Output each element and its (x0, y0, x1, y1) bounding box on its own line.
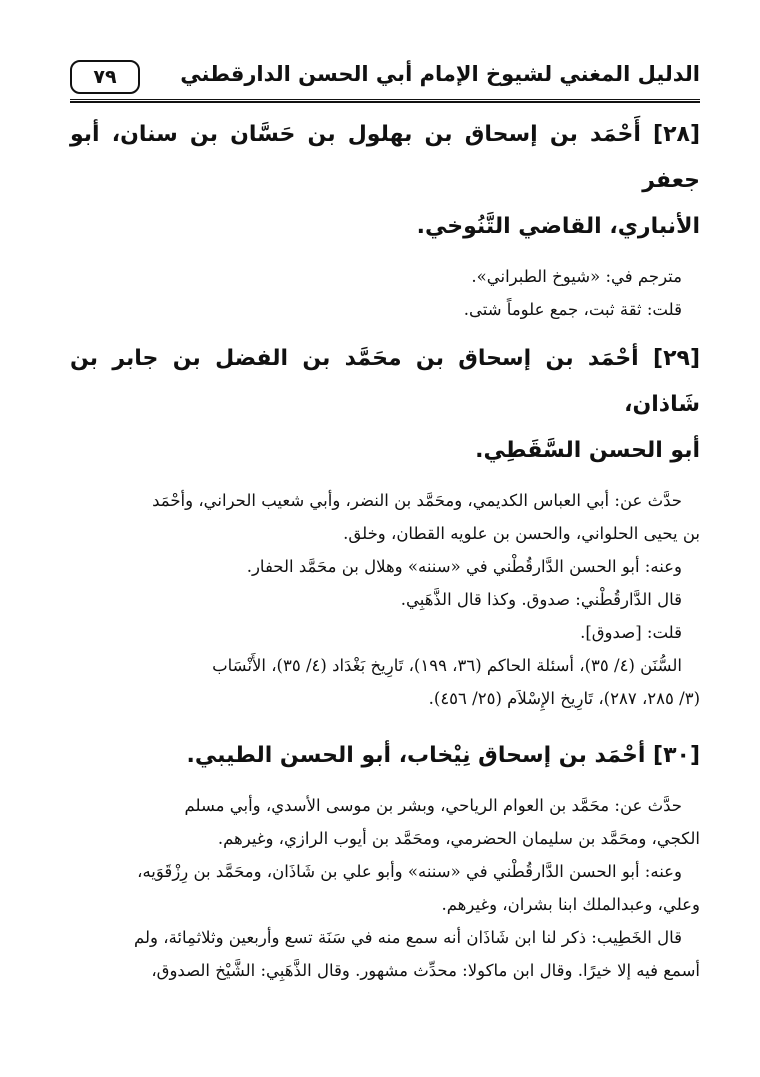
entry-30-line: الكجي، ومحَمَّد بن سليمان الحضرمي، ومحَمَّد بن أيوب الرازي، وغيرهم. (217, 829, 700, 848)
entry-29-line: (٣/ ٢٨٥، ٢٨٧)، تَارِيخ الإِسْلاَم (٢٥/ ٤٥٦). (428, 689, 700, 708)
entry-30-heading-line1: [٣٠] أحْمَد بن إسحاق نِيْخاب، أبو الحسن الطيبي. (186, 743, 700, 768)
entry-28-heading-line1: [٢٨] أَحْمَد بن إسحاق بن بهلول بن حَسَّان بن سنان، أبو جعفر (70, 122, 700, 193)
entry-30-line: قال الخَطِيب: ذكر لنا ابن شَاذَان أنه سمع منه في سَنَة تسع وأربعين وثلاثمِائة، ولم (134, 928, 682, 947)
entry-29-line: قال الدَّارقُطْني: صدوق. وكذا قال الذَّهَبِي. (400, 590, 682, 609)
entry-29-line: قلت: [صدوق]. (580, 623, 682, 642)
entry-30-line: أسمع فيه إلا خيرًا. وقال ابن ماكولا: محدِّث مشهور. وقال الذَّهَبِي: الشَّيْخ الصدوق، (151, 961, 700, 980)
entry-29-heading-line1: [٢٩] أحْمَد بن إسحاق بن محَمَّد بن الفضل بن جابر بن شَاذان، (70, 346, 700, 417)
running-title: الدليل المغني لشيوخ الإمام أبي الحسن الدارقطني (180, 62, 700, 86)
page-header (70, 58, 700, 98)
entry-30-line: وعنه: أبو الحسن الدَّارقُطْني في «سننه» وأبو علي بن شَاذَان، ومحَمَّد بن رِزْقَوَيه، (137, 862, 682, 881)
entry-30-line: وعلي، وعبدالملك ابنا بشران، وغيرهم. (441, 895, 700, 914)
entry-29-line: بن يحيى الحلواني، والحسن بن علويه القطان، وخلق. (343, 524, 700, 543)
entry-30-heading (70, 733, 700, 779)
entry-28-line: مترجم في: «شيوخ الطبراني». (471, 267, 682, 286)
page-body (70, 112, 700, 987)
entry-28-line: قلت: ثقة ثبت، جمع علوماً شتى. (463, 300, 682, 319)
page-number: ٧٩ (70, 60, 140, 94)
entry-28-heading-line2: الأنباري، القاضي التَّنُوخي. (416, 214, 700, 239)
header-rule (70, 99, 700, 103)
entry-30-line: حدَّث عن: محَمَّد بن العوام الرياحي، وبشر بن موسى الأسدي، وأبي مسلم (184, 796, 682, 815)
entry-29-line: السُّنَن (٤/ ٣٥)، أسئلة الحاكم (٣٦، ١٩٩)، تَارِيخ بَغْدَاد (٤/ ٣٥)، الأَنْسَاب (212, 656, 682, 675)
entry-29-line: حدَّث عن: أبي العباس الكديمي، ومحَمَّد بن النضر، وأبي شعيب الحراني، وأحْمَد (152, 491, 682, 510)
entry-29-heading-line2: أبو الحسن السَّقَطِي. (475, 438, 700, 463)
entry-29-line: وعنه: أبو الحسن الدَّارقُطْني في «سننه» وهلال بن محَمَّد الحفار. (246, 557, 682, 576)
entry-28-heading (70, 112, 700, 250)
entry-29-heading (70, 336, 700, 474)
